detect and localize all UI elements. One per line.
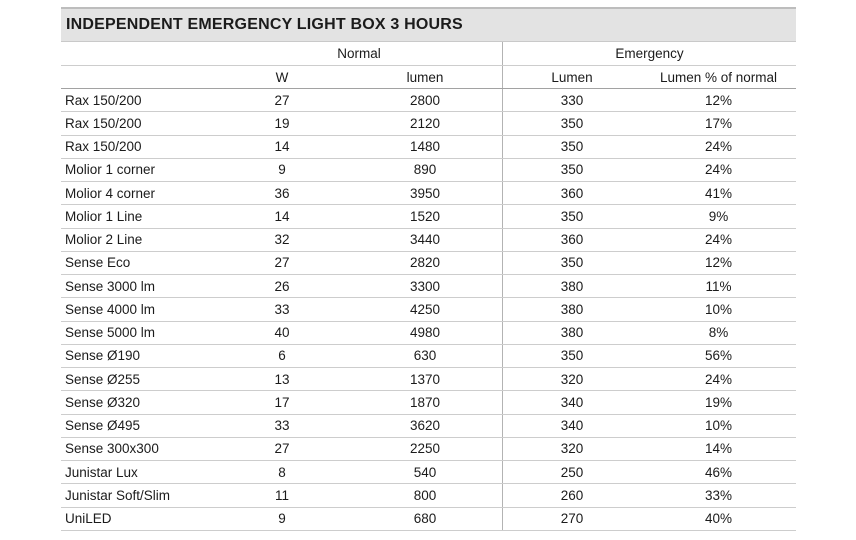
table-row [61,368,796,391]
product-name-cell: Sense Ø190 [65,348,141,364]
column-group-spacer [61,42,216,65]
product-name-cell: Junistar Lux [65,464,138,480]
product-name-cell: Molior 1 corner [65,162,156,178]
column-header-emergency-lumen: Lumen [502,66,641,88]
lumen-cell: 3440 [409,232,441,248]
lumen-percent-cell: 24% [704,232,733,248]
lumen-percent-cell: 12% [704,92,733,108]
lumen-cell: 3950 [409,185,441,201]
product-name-cell: Sense Eco [65,255,131,271]
table-row [61,461,796,484]
emergency-lumen-cell: 320 [502,438,641,460]
emergency-lumen-cell: 350 [502,136,641,158]
lumen-cell: 1480 [409,139,441,155]
table-row [61,182,796,205]
emergency-lumen-cell: 360 [502,229,641,251]
lumen-percent-cell: 17% [704,115,733,131]
emergency-lumen-cell: 330 [502,89,641,111]
product-name-cell: Sense 300x300 [65,441,159,457]
emergency-lumen-cell: 380 [502,275,641,297]
emergency-lumen-cell: 260 [502,484,641,506]
watt-cell: 33 [274,418,290,434]
product-name-cell: Molior 4 corner [65,185,156,201]
watt-cell: 32 [274,232,290,248]
watt-cell: 9 [278,162,286,178]
emergency-lumen-cell: 270 [502,508,641,530]
lumen-percent-cell: 11% [705,278,732,294]
emergency-lumen-cell: 350 [502,112,641,134]
table-row [61,484,796,507]
emergency-lumen-cell: 340 [502,391,641,413]
watt-cell: 14 [274,139,290,155]
lumen-percent-cell: 8% [708,325,729,341]
lumen-percent-cell: 33% [704,487,733,503]
emergency-lumen-cell: 320 [502,368,641,390]
table-row [61,275,796,298]
lumen-percent-cell: 56% [704,348,733,364]
product-name-cell: Molior 2 Line [65,232,143,248]
table-row [61,205,796,228]
product-name-cell: Sense 3000 lm [65,278,156,294]
lumen-percent-cell: 24% [704,162,733,178]
watt-cell: 11 [274,487,289,503]
table-row [61,391,796,414]
lumen-percent-cell: 10% [704,301,733,317]
product-name-cell: Molior 1 Line [65,208,143,224]
lumen-percent-cell: 12% [704,255,733,271]
emergency-lumen-cell: 350 [502,205,641,227]
table-body [61,89,796,531]
emergency-lumen-cell: 380 [502,322,641,344]
product-name-cell: Sense Ø495 [65,418,141,434]
watt-cell: 8 [278,464,286,480]
emergency-lumen-cell: 360 [502,182,641,204]
lumen-percent-cell: 41% [704,185,733,201]
table-row [61,508,796,531]
product-name-cell: Rax 150/200 [65,92,142,108]
lumen-cell: 800 [413,487,437,503]
lumen-percent-cell: 19% [704,394,733,410]
watt-cell: 6 [278,348,286,364]
emergency-lumen-cell: 380 [502,298,641,320]
table-row [61,159,796,182]
table-row [61,136,796,159]
lumen-cell: 2250 [409,441,441,457]
watt-cell: 26 [274,278,290,294]
emergency-lumen-cell: 340 [502,415,641,437]
watt-cell: 27 [274,92,290,108]
lumen-percent-cell: 14% [704,441,733,457]
watt-cell: 9 [278,511,286,527]
column-group-emergency: Emergency [502,42,796,65]
column-header-product [61,66,216,88]
lumen-cell: 680 [413,511,437,527]
column-header-watt: W [275,69,289,85]
lumen-cell: 2820 [409,255,441,271]
lumen-percent-cell: 10% [704,418,733,434]
lumen-percent-cell: 24% [704,371,733,387]
emergency-lumen-cell: 350 [502,345,641,367]
lumen-cell: 2120 [409,115,441,131]
watt-cell: 19 [274,115,290,131]
watt-cell: 40 [274,325,290,341]
lumen-cell: 1520 [409,208,441,224]
table-row [61,298,796,321]
table-row [61,252,796,275]
table-row [61,345,796,368]
product-name-cell: UniLED [65,511,112,527]
lumen-cell: 540 [413,464,437,480]
emergency-light-table [61,7,796,531]
table-row [61,322,796,345]
product-name-cell: Junistar Soft/Slim [65,487,171,503]
lumen-cell: 2800 [409,92,441,108]
table-row [61,89,796,112]
column-header-lumen-percent: Lumen % of normal [659,69,778,85]
product-name-cell: Sense 5000 lm [65,325,156,341]
table-row [61,112,796,135]
column-header-lumen: lumen [406,69,444,85]
emergency-lumen-cell: 350 [502,159,641,181]
emergency-lumen-cell: 350 [502,252,641,274]
column-group-normal: Normal [337,46,381,61]
column-header-row [61,66,796,89]
product-name-cell: Sense Ø320 [65,394,141,410]
watt-cell: 36 [274,185,290,201]
lumen-cell: 1870 [409,394,441,410]
lumen-cell: 890 [413,162,437,178]
lumen-cell: 4980 [409,325,441,341]
table-row [61,415,796,438]
watt-cell: 14 [274,208,290,224]
product-name-cell: Rax 150/200 [65,115,142,131]
table-row [61,438,796,461]
product-name-cell: Rax 150/200 [65,139,142,155]
lumen-percent-cell: 40% [704,511,733,527]
column-group-row [61,42,796,66]
watt-cell: 27 [274,441,290,457]
watt-cell: 13 [274,371,290,387]
lumen-cell: 630 [413,348,437,364]
watt-cell: 33 [274,301,290,317]
emergency-lumen-cell: 250 [502,461,641,483]
watt-cell: 27 [274,255,290,271]
lumen-cell: 3300 [409,278,441,294]
product-name-cell: Sense 4000 lm [65,301,156,317]
table-title-bar [61,7,796,42]
lumen-percent-cell: 9% [708,208,729,224]
table-row [61,229,796,252]
lumen-percent-cell: 24% [704,139,733,155]
lumen-cell: 4250 [409,301,441,317]
lumen-cell: 3620 [409,418,441,434]
lumen-percent-cell: 46% [704,464,733,480]
watt-cell: 17 [274,394,290,410]
lumen-cell: 1370 [409,371,441,387]
table-title: INDEPENDENT EMERGENCY LIGHT BOX 3 HOURS [66,16,463,33]
product-name-cell: Sense Ø255 [65,371,141,387]
